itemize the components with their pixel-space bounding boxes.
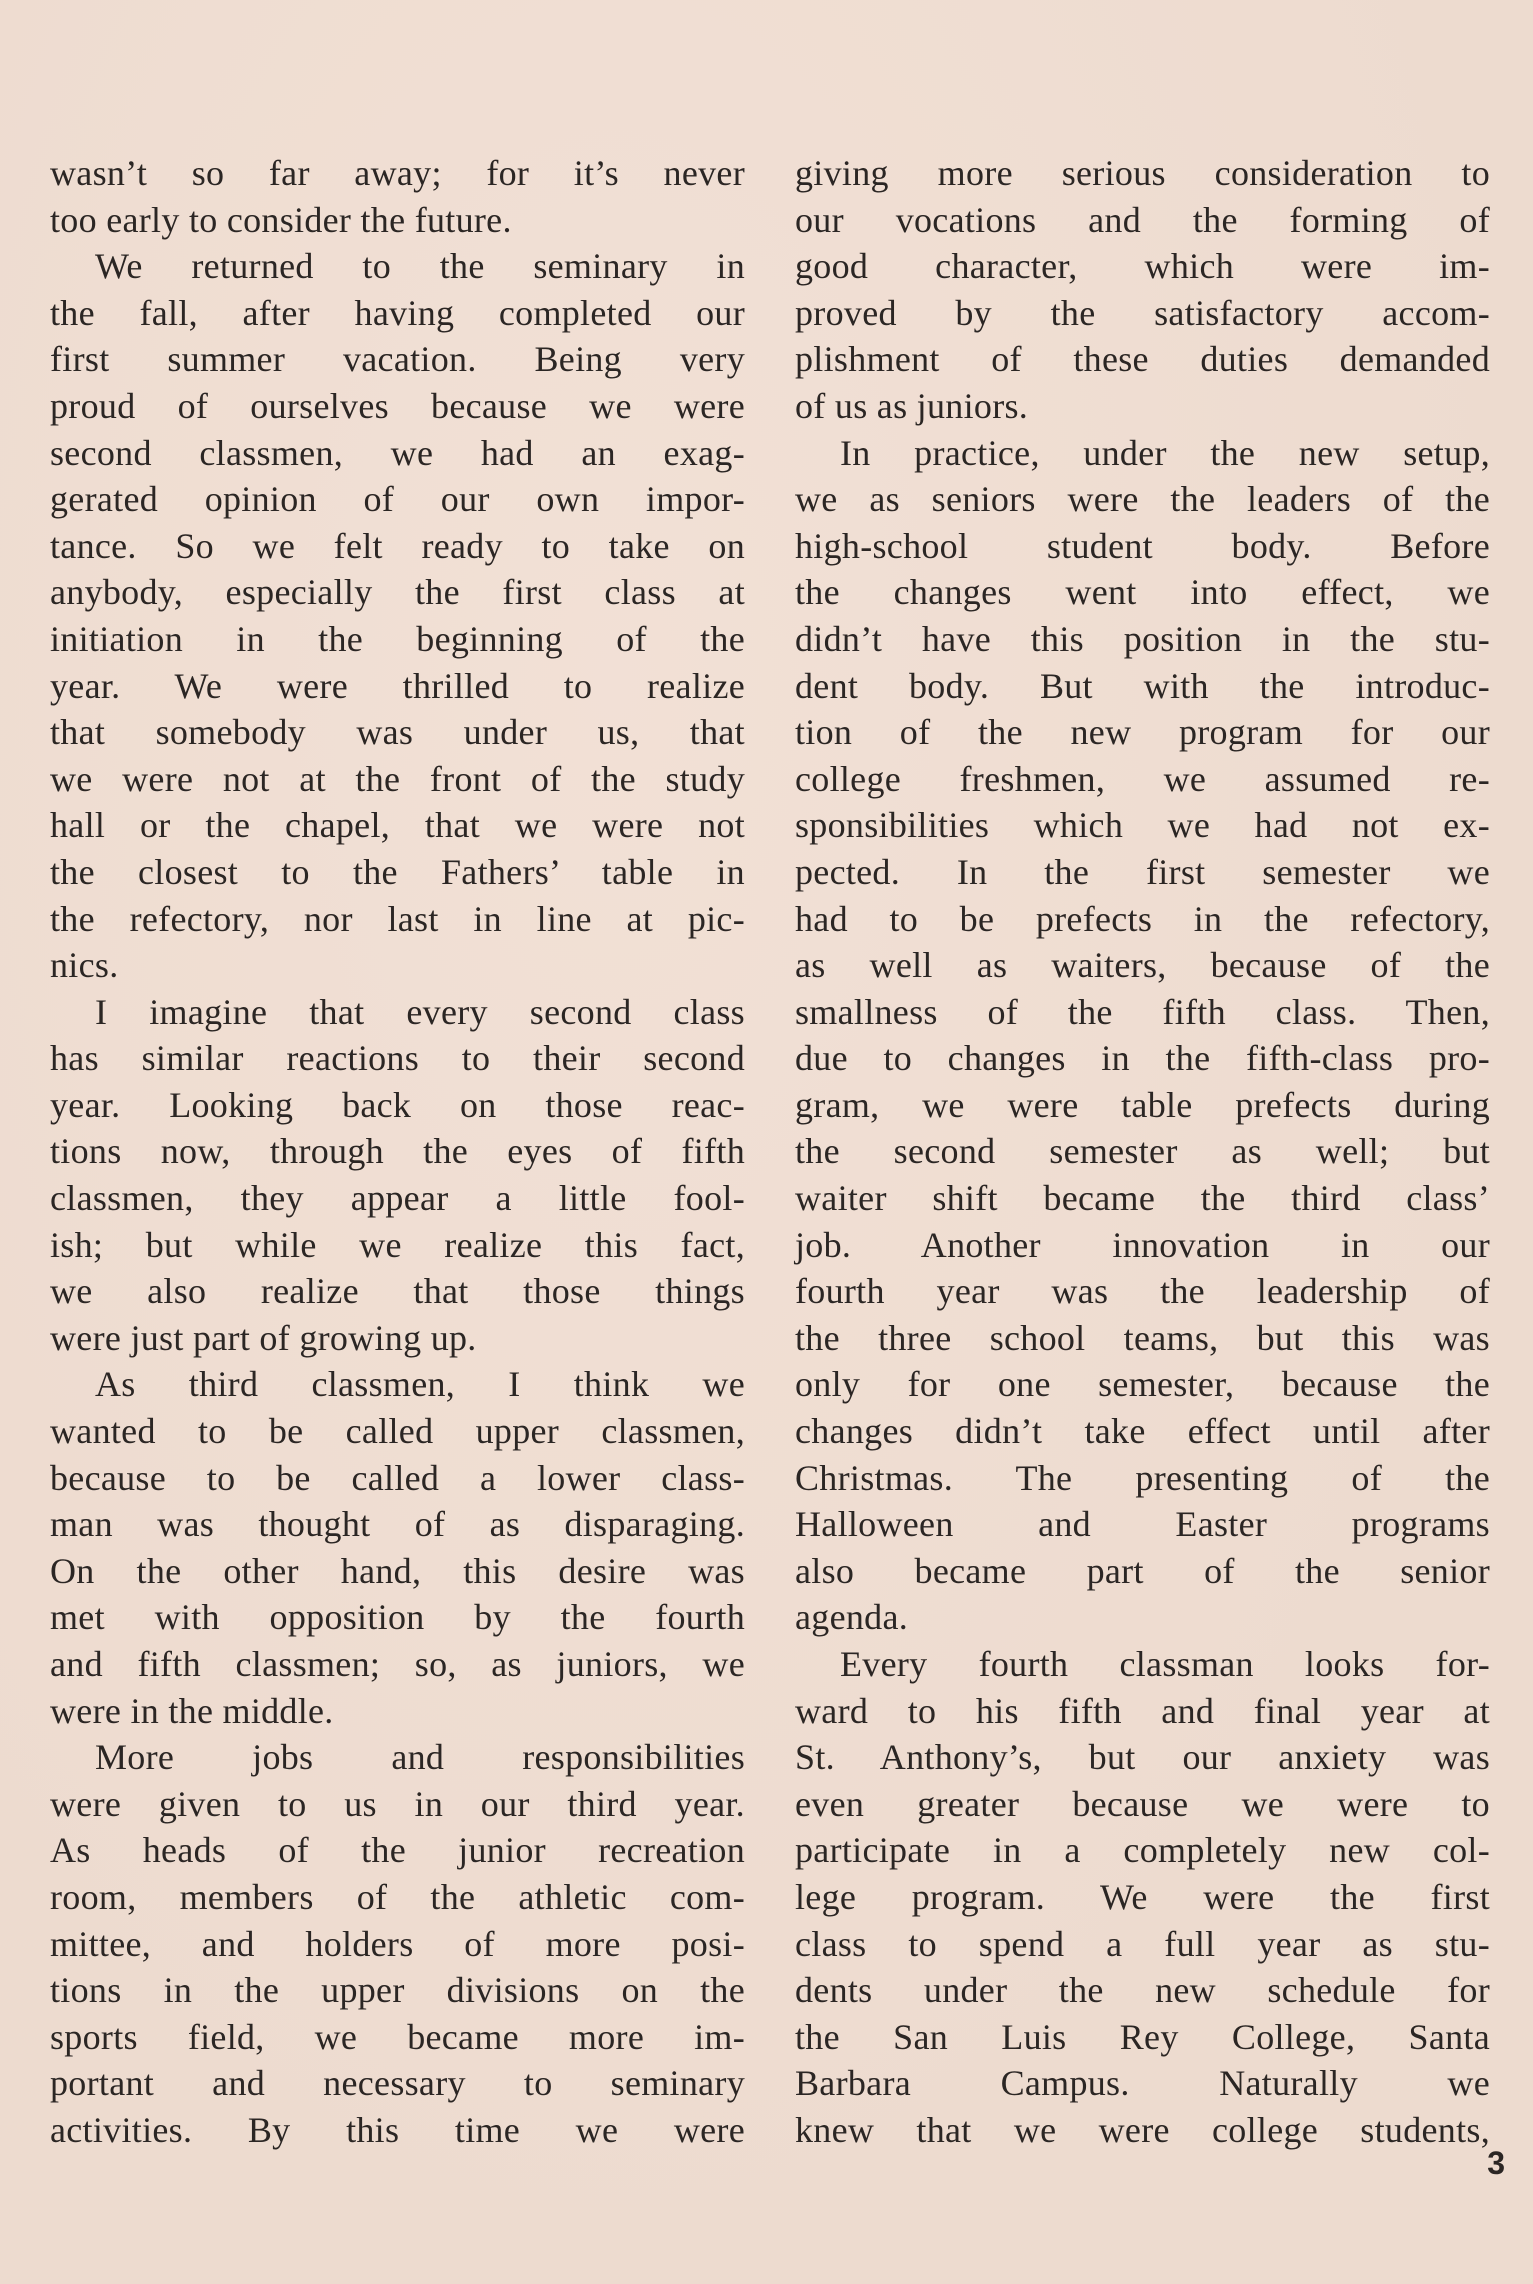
text-line: room, members of the athletic com- [50,1876,745,1917]
text-line: wasn’t so far away; for it’s never [50,153,745,193]
text-line: sports field, we became more im- [50,2016,745,2057]
text-line: ish; but while we realize this fact, [50,1224,745,1265]
text-line: job. Another innovation in our [795,1224,1490,1265]
text-line: tions in the upper divisions on the [50,1970,745,2011]
text-line: More jobs and responsibilities [95,1737,745,1778]
text-line: first summer vacation. Being very [50,339,745,380]
text-line: good character, which were im- [795,246,1490,287]
text-line: dents under the new schedule for [795,1970,1490,2011]
text-line: we also realize that those things [50,1271,745,1312]
left-column [50,150,745,2154]
text-line: proved by the satisfactory accom- [795,292,1490,333]
text-line: of us as juniors. [795,385,1029,426]
text-line: ward to his fifth and final year at [795,1690,1490,1731]
text-line: I imagine that every second class [95,991,745,1032]
text-line: even greater because we were to [795,1783,1490,1824]
text-line: In practice, under the new setup, [840,432,1490,473]
text-line: the San Luis Rey College, Santa [795,2016,1490,2057]
text-line: knew that we were college students, [795,2109,1490,2150]
text-line: changes didn’t take effect until after [795,1411,1490,1452]
text-line: man was thought of as disparaging. [50,1504,745,1545]
text-line: we were not at the front of the study [50,758,745,799]
text-line: also became part of the senior [795,1550,1490,1591]
text-line: were given to us in our third year. [50,1783,745,1824]
text-line: our vocations and the forming of [795,199,1490,240]
text-line: the refectory, nor last in line at pic- [50,898,745,939]
text-line: classmen, they appear a little fool- [50,1178,745,1219]
text-line: nics. [50,945,119,986]
text-line: agenda. [795,1597,909,1638]
text-line: smallness of the fifth class. Then, [795,991,1490,1032]
text-line: because to be called a lower class- [50,1457,745,1498]
right-column [795,150,1490,2154]
text-line: pected. In the first semester we [795,851,1490,892]
text-line: has similar reactions to their second [50,1038,745,1079]
text-line: participate in a completely new col- [795,1830,1490,1871]
text-line: fourth year was the leadership of [795,1271,1490,1312]
text-line: Christmas. The presenting of the [795,1457,1490,1498]
text-line: the second semester as well; but [795,1131,1490,1172]
text-line: gram, we were table prefects during [795,1084,1490,1125]
text-line: portant and necessary to seminary [50,2063,745,2104]
text-line: the changes went into effect, we [795,572,1490,613]
text-line: high-school student body. Before [795,525,1490,566]
text-line: initiation in the beginning of the [50,618,745,659]
text-line: waiter shift became the third class’ [795,1178,1490,1219]
text-line: due to changes in the fifth-class pro- [795,1038,1490,1079]
text-line: and fifth classmen; so, as juniors, we [50,1644,745,1684]
text-line: gerated opinion of our own impor- [50,479,745,520]
text-line: wanted to be called upper classmen, [50,1411,745,1452]
text-line: too early to consider the future. [50,199,512,240]
text-line: hall or the chapel, that we were not [50,805,745,846]
text-line: didn’t have this position in the stu- [795,618,1490,659]
text-line: were just part of growing up. [50,1317,477,1358]
text-line: As heads of the junior recreation [50,1830,745,1871]
text-line: lege program. We were the first [795,1876,1490,1917]
text-line: the three school teams, but this was [795,1317,1490,1358]
text-line: tions now, through the eyes of fifth [50,1131,745,1172]
text-line: Halloween and Easter programs [795,1504,1490,1545]
text-line: the closest to the Fathers’ table in [50,851,745,892]
text-line: plishment of these duties demanded [795,339,1490,380]
page-number: 3 [1487,2145,1505,2181]
text-line: second classmen, we had an exag- [50,432,745,473]
text-line: As third classmen, I think we [95,1364,745,1405]
text-line: had to be prefects in the refectory, [795,898,1490,939]
text-line: giving more serious consideration to [795,153,1490,193]
text-line: class to spend a full year as stu- [795,1923,1490,1964]
text-line: tance. So we felt ready to take on [50,525,745,566]
text-line: only for one semester, because the [795,1364,1490,1405]
text-line: as well as waiters, because of the [795,945,1490,986]
text-line: met with opposition by the fourth [50,1597,745,1638]
text-line: mittee, and holders of more posi- [50,1923,745,1964]
text-line: we as seniors were the leaders of the [795,479,1490,520]
text-line: year. Looking back on those reac- [50,1084,745,1125]
text-line: On the other hand, this desire was [50,1550,745,1591]
text-line: We returned to the seminary in [95,246,745,287]
text-line: St. Anthony’s, but our anxiety was [795,1737,1490,1778]
text-line: dent body. But with the introduc- [795,665,1490,706]
text-line: tion of the new program for our [795,712,1490,753]
text-line: college freshmen, we assumed re- [795,758,1490,799]
text-line: year. We were thrilled to realize [50,665,745,706]
text-line: were in the middle. [50,1690,334,1731]
text-line: the fall, after having completed our [50,292,745,333]
text-line: anybody, especially the first class at [50,572,745,613]
text-line: sponsibilities which we had not ex- [795,805,1490,846]
text-line: Barbara Campus. Naturally we [795,2063,1490,2104]
text-line: Every fourth classman looks for- [840,1644,1490,1684]
text-line: activities. By this time we were [50,2109,745,2150]
text-line: proud of ourselves because we were [50,385,745,426]
text-line: that somebody was under us, that [50,712,745,753]
